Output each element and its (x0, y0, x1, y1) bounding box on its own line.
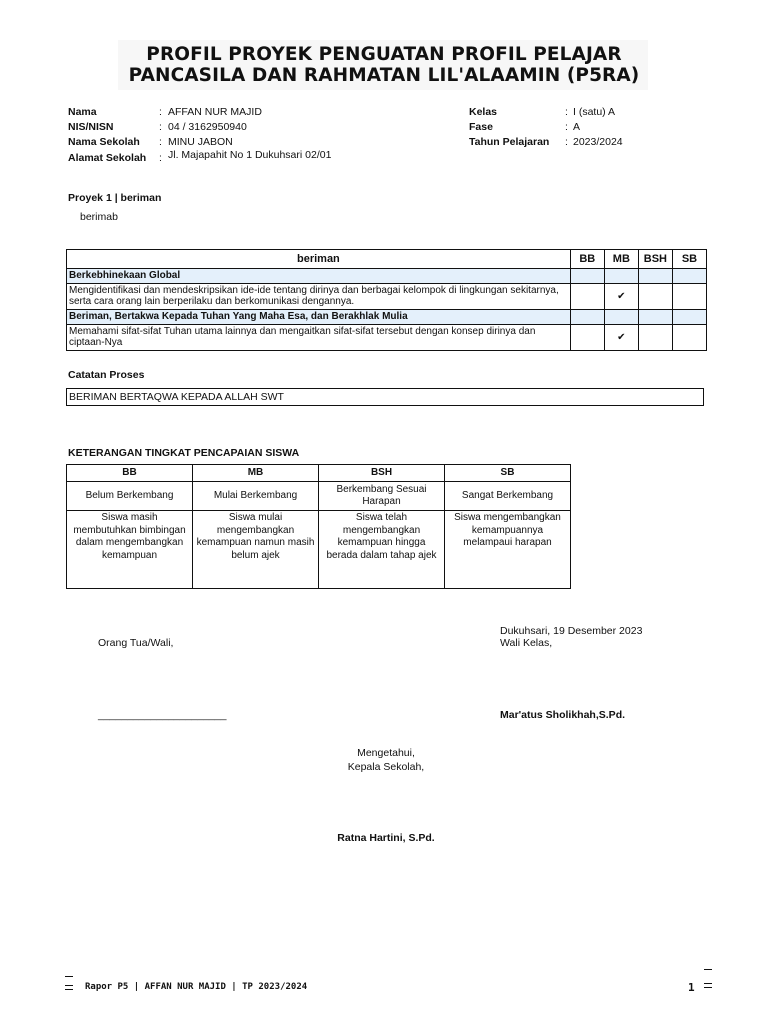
statement-text: Memahami sifat-sifat Tuhan utama lainnya dan mengaitkan sifat-sifat tersebut dengan konsep dirinya dan ciptaan-Nya (67, 325, 571, 351)
label-kelas: Kelas (469, 106, 498, 118)
mark-bsh (638, 284, 672, 310)
value-fase: A (573, 121, 581, 133)
label-tahun-pelajaran: Tahun Pelajaran (469, 136, 550, 148)
dimension-label: Berkebhinekaan Global (67, 269, 571, 284)
catatan-box: BERIMAN BERTAQWA KEPADA ALLAH SWT (66, 388, 704, 406)
footer-mark (65, 989, 73, 990)
value-alamat-sekolah: Jl. Majapahit No 1 Dukuhsari 02/01 (168, 149, 332, 161)
empty-cell (604, 310, 638, 325)
label-nis: NIS/NISN (68, 121, 114, 133)
ack-label: Mengetahui, (357, 747, 415, 759)
empty-cell (570, 310, 604, 325)
separator: : (159, 121, 162, 133)
desc-bsh: Siswa telah mengembangkan kemampuan hingga berada dalam tahap ajek (319, 511, 445, 589)
level-bb: Belum Berkembang (67, 482, 193, 511)
footer-mark (704, 969, 712, 970)
footer-mark (704, 983, 712, 984)
page-number: 1 (688, 981, 695, 994)
teacher-name: Mar'atus Sholikhah,S.Pd. (500, 709, 626, 721)
value-kelas: I (satu) A (573, 106, 616, 118)
mark-bb (570, 284, 604, 310)
separator: : (159, 152, 162, 164)
dimension-label: Beriman, Bertakwa Kepada Tuhan Yang Maha Esa, dan Berakhlak Mulia (67, 310, 571, 325)
empty-cell (672, 269, 706, 284)
code-bsh: BSH (319, 465, 445, 482)
keterangan-description-row (67, 511, 571, 589)
code-sb: SB (445, 465, 571, 482)
mark-sb (672, 325, 706, 351)
title-line-2: PANCASILA DAN RAHMATAN LIL'ALAAMIN (P5RA) (128, 65, 640, 86)
col-sb: SB (672, 250, 706, 269)
label-alamat-sekolah: Alamat Sekolah (68, 152, 147, 164)
footer-mark (65, 985, 73, 986)
level-bsh: Berkembang Sesuai Harapan (319, 482, 445, 511)
mark-mb: ✔ (604, 284, 638, 310)
project-heading: Proyek 1 | beriman (68, 192, 162, 204)
separator: : (565, 106, 568, 118)
mark-mb: ✔ (604, 325, 638, 351)
separator: : (159, 136, 162, 148)
desc-bb: Siswa masih membutuhkan bimbingan dalam mengembangkan kemampuan (67, 511, 193, 589)
statement-row (67, 284, 707, 310)
wali-kelas-label: Wali Kelas, (500, 637, 553, 649)
mark-sb (672, 284, 706, 310)
empty-cell (570, 269, 604, 284)
keterangan-code-row (67, 465, 571, 482)
desc-sb: Siswa mengembangkan kemampuannya melampaui harapan (445, 511, 571, 589)
code-mb: MB (193, 465, 319, 482)
keterangan-table (66, 464, 571, 589)
mark-bb (570, 325, 604, 351)
value-tahun-pelajaran: 2023/2024 (573, 136, 623, 148)
dimension-row (67, 269, 707, 284)
label-nama-sekolah: Nama Sekolah (68, 136, 140, 148)
separator: : (565, 136, 568, 148)
empty-cell (604, 269, 638, 284)
desc-mb: Siswa mulai mengembangkan kemampuan namun masih belum ajek (193, 511, 319, 589)
value-nama: AFFAN NUR MAJID (168, 106, 262, 118)
separator: : (159, 106, 162, 118)
catatan-heading: Catatan Proses (68, 369, 145, 381)
headmaster-label: Kepala Sekolah, (347, 761, 425, 773)
place-date: Dukuhsari, 19 Desember 2023 (500, 625, 643, 637)
empty-cell (638, 269, 672, 284)
label-fase: Fase (469, 121, 493, 133)
assessment-header-title: beriman (67, 250, 571, 269)
value-nama-sekolah: MINU JABON (168, 136, 233, 148)
footer-text: Rapor P5 | AFFAN NUR MAJID | TP 2023/2024 (85, 982, 308, 992)
assessment-table (66, 249, 707, 351)
headmaster-name: Ratna Hartini, S.Pd. (337, 832, 435, 844)
empty-cell (638, 310, 672, 325)
keterangan-level-row (67, 482, 571, 511)
assessment-header-row (67, 250, 707, 269)
footer-mark (704, 987, 712, 988)
col-bsh: BSH (638, 250, 672, 269)
parent-label: Orang Tua/Wali, (98, 637, 174, 649)
statement-row (67, 325, 707, 351)
parent-signature-line: ______________________ (98, 709, 227, 721)
level-mb: Mulai Berkembang (193, 482, 319, 511)
title-line-1: PROFIL PROYEK PENGUATAN PROFIL PELAJAR (146, 44, 622, 65)
keterangan-heading: KETERANGAN TINGKAT PENCAPAIAN SISWA (68, 447, 300, 459)
col-bb: BB (570, 250, 604, 269)
code-bb: BB (67, 465, 193, 482)
footer-mark (65, 976, 73, 977)
label-nama: Nama (68, 106, 97, 118)
dimension-row (67, 310, 707, 325)
mark-bsh (638, 325, 672, 351)
separator: : (565, 121, 568, 133)
value-nis: 04 / 3162950940 (168, 121, 247, 133)
page-title (0, 44, 768, 86)
project-description: berimab (80, 211, 118, 223)
col-mb: MB (604, 250, 638, 269)
statement-text: Mengidentifikasi dan mendeskripsikan ide-ide tentang dirinya dan berbagai kelompok di lingkungan sekitarnya, serta cara orang lain berperilaku dan berkomunikasi dengannya. (67, 284, 571, 310)
level-sb: Sangat Berkembang (445, 482, 571, 511)
empty-cell (672, 310, 706, 325)
